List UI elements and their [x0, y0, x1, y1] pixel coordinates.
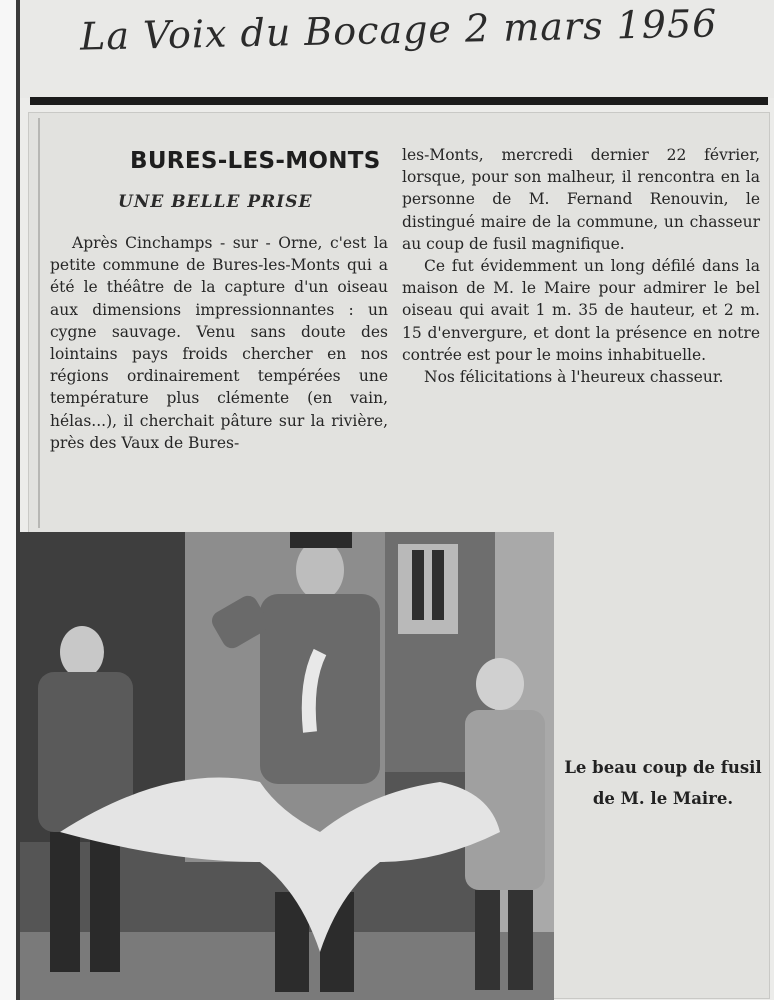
paragraph: Ce fut évidemment un long défilé dans la maison de M. le Maire pour admirer le bel oiseau qui avait 1 m. 35 de hauteur, et 2 m. 15 d'envergure, et dont la présence en notre contrée est pour le moins inhabituelle. — [402, 257, 760, 364]
article-headline: BURES-LES-MONTS — [130, 148, 381, 174]
article-photo — [20, 532, 554, 1000]
photo-caption: Le beau coup de fusil de M. le Maire. — [564, 758, 762, 808]
article-column-1 — [50, 232, 388, 454]
article-column-2 — [402, 144, 760, 388]
page-margin — [0, 0, 16, 1000]
paragraph: Après Cinchamps - sur - Orne, c'est la petite commune de Bures-les-Monts qui a été le théâtre de la capture d'un oiseau aux dimensions impressionnantes : un cygne sauvage. Venu sans doute des lointains pays froids chercher en nos régions ordinairement tempérées une température plus clémente (en vain, hélas...), il cherchait pâture sur la rivière, près des Vaux de Bures- — [50, 234, 388, 452]
column-rule — [38, 118, 40, 528]
top-rule — [30, 97, 768, 105]
handwritten-note: La Voix du Bocage 2 mars 1956 — [79, 1, 718, 59]
paragraph: Nos félicitations à l'heureux chasseur. — [424, 368, 724, 387]
paragraph: les-Monts, mercredi dernier 22 février, lorsque, pour son malheur, il rencontra en la personne de M. Fernand Renouvin, le distingué maire de la commune, un chasseur au coup de fusil magnifique. — [402, 146, 760, 253]
photo-illustration — [20, 532, 554, 1000]
article-subhead: UNE BELLE PRISE — [118, 192, 313, 212]
